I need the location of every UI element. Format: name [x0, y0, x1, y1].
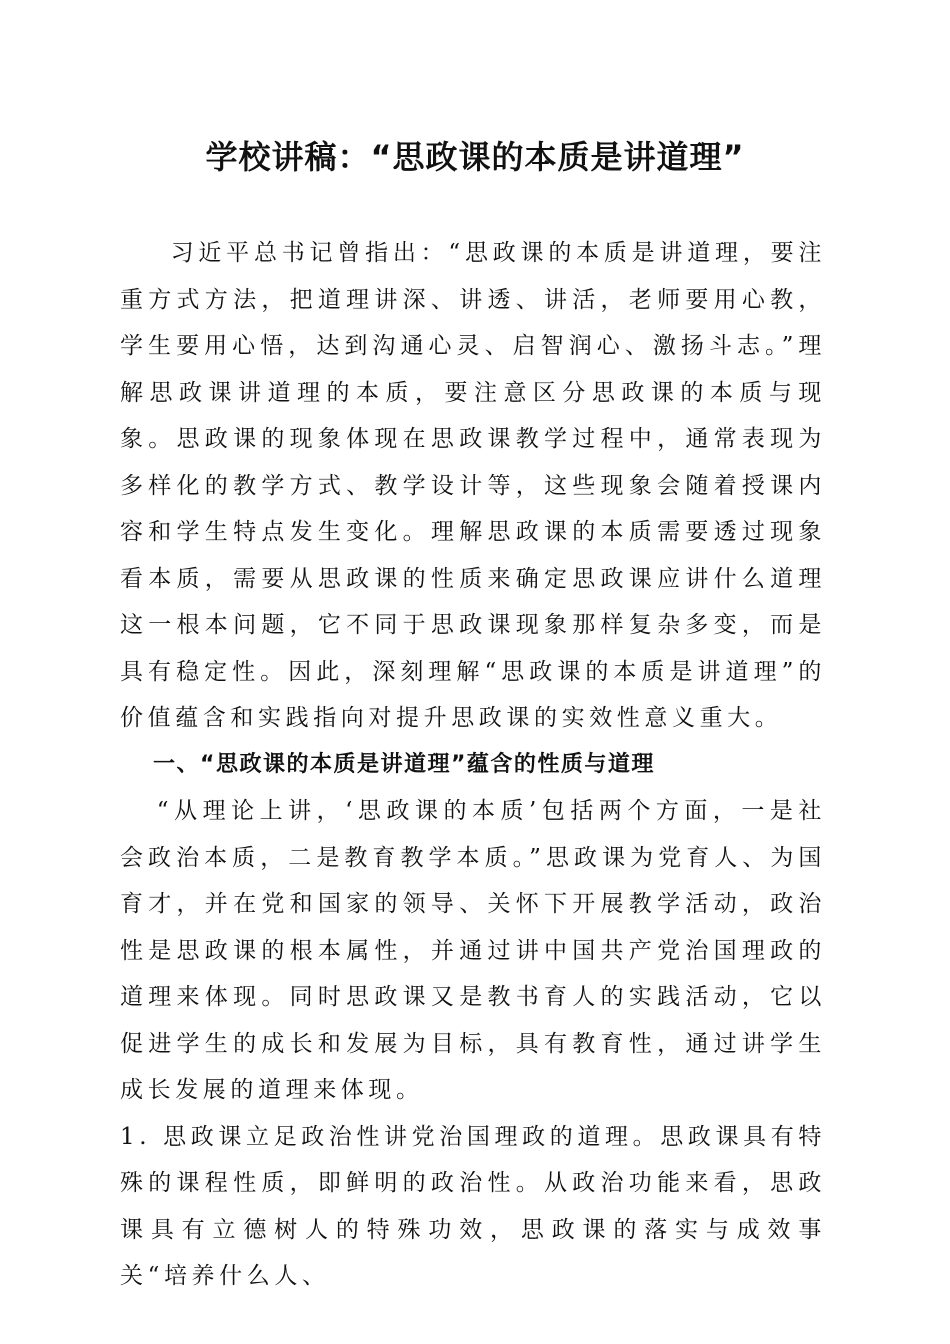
- section-1-paragraph: “从理论上讲，‘思政课的本质’包括两个方面，一是社会政治本质，二是教育教学本质。”思政课为党育人、为国育才，并在党和国家的领导、关怀下开展教学活动，政治性是思政课的根本属性，并通过讲中国共产党治国理政的道理来体现。同时思政课又是教书育人的实践活动，它以促进学生的成长和发展为目标，具有教育性，通过讲学生成长发展的道理来体现。: [120, 798, 826, 1103]
- section-heading-1: 一、“思政课的本质是讲道理”蕴含的性质与道理: [153, 751, 655, 777]
- intro-paragraph: 习近平总书记曾指出：“思政课的本质是讲道理，要注重方式方法，把道理讲深、讲透、讲活，老师要用心教，学生要用心悟，达到沟通心灵、启智润心、激扬斗志。”理解思政课讲道理的本质，要注意区分思政课的本质与现象。思政课的现象体现在思政课教学过程中，通常表现为多样化的教学方式、教学设计等，这些现象会随着授课内容和学生特点发生变化。理解思政课的本质需要透过现象看本质，需要从思政课的性质来确定思政课应讲什么道理这一根本问题，它不同于思政课现象那样复杂多变，而是具有稳定性。因此，深刻理解“思政课的本质是讲道理”的价值蕴含和实践指向对提升思政课的实效性意义重大。: [120, 240, 826, 731]
- document-body: [120, 230, 826, 1300]
- document-title: 学校讲稿：“思政课的本质是讲道理”: [205, 138, 745, 176]
- list-item-1-paragraph: 1. 思政课立足政治性讲党治国理政的道理。思政课具有特殊的课程性质，即鲜明的政治性。从政治功能来看，思政课具有立德树人的特殊功效，思政课的落实与成效事关“培养什么人、: [120, 1123, 826, 1289]
